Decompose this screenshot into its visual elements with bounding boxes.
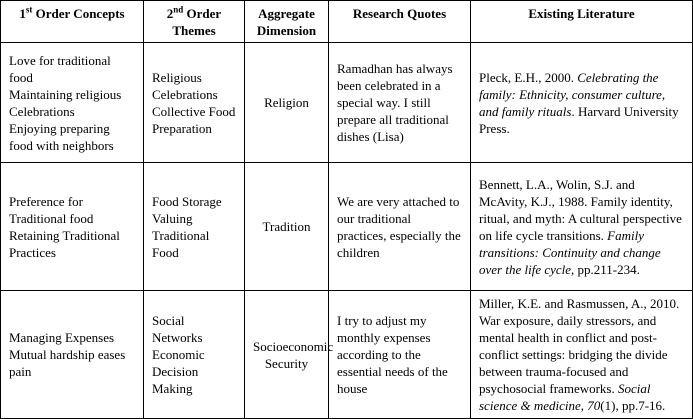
concepts-cell xyxy=(1,291,144,419)
quote-cell: I try to adjust my monthly expenses according to the essential needs of the house xyxy=(329,291,471,419)
concept-item: Enjoying preparing food with neighbors xyxy=(9,120,114,153)
dimension-cell: Socioeconomic Security xyxy=(245,291,329,419)
themes-cell xyxy=(144,43,245,163)
dimension-cell: Tradition xyxy=(245,163,329,291)
quote-cell: Ramadhan has always been celebrated in a special way. I still prepare all traditional dishes (Lisa) xyxy=(329,43,471,163)
concept-item: Mutual hardship eases pain xyxy=(9,347,126,379)
theme-item: Collective Food Preparation xyxy=(152,103,236,136)
header-existing-literature: Existing Literature xyxy=(471,1,693,43)
concept-item: Maintaining religious Celebrations xyxy=(9,86,122,119)
theme-item: Food Storage xyxy=(152,193,222,209)
theme-item: Economic Decision Making xyxy=(152,347,205,396)
concepts-cell xyxy=(1,163,144,291)
header-second-order-themes: 2nd Order Themes xyxy=(144,1,245,43)
concepts-cell xyxy=(1,43,144,163)
themes-cell xyxy=(144,291,245,419)
header-first-order-concepts: 1st Order Concepts xyxy=(1,1,144,43)
theme-item: Social Networks xyxy=(152,313,203,345)
header-research-quotes: Research Quotes xyxy=(329,1,471,43)
table-row xyxy=(1,291,693,419)
themes-cell xyxy=(144,163,245,291)
concept-item: Retaining Traditional Practices xyxy=(9,227,120,260)
concept-item: Managing Expenses xyxy=(9,330,115,345)
quote-cell: We are very attached to our traditional practices, especially the children xyxy=(329,163,471,291)
theme-item: Religious Celebrations xyxy=(152,69,218,102)
concept-item: Love for traditional food xyxy=(9,52,111,85)
concept-item: Preference for Traditional food xyxy=(9,193,94,226)
theme-item: Valuing Traditional Food xyxy=(152,210,210,260)
literature-cell: Pleck, E.H., 2000. Celebrating the family: Ethnicity, consumer culture, and family rituals. Harvard University Press. xyxy=(471,43,693,163)
header-aggregate-dimension: Aggregate Dimension xyxy=(245,1,329,43)
literature-cell: Miller, K.E. and Rasmussen, A., 2010. War exposure, daily stressors, and mental health in conflict and post-conflict settings: bridging the divide between trauma-focused and psychosocial frameworks. Social science & medicine, 70(1), pp.7-16. xyxy=(471,291,693,419)
table-row xyxy=(1,163,693,291)
table-row xyxy=(1,43,693,163)
header-row xyxy=(1,1,693,43)
literature-cell: Bennett, L.A., Wolin, S.J. and McAvity, K.J., 1988. Family identity, ritual, and myth: A cultural perspective on life cycle transitions. Family transitions: Continuity and change over the life cycle, pp.211-234. xyxy=(471,163,693,291)
dimension-cell: Religion xyxy=(245,43,329,163)
